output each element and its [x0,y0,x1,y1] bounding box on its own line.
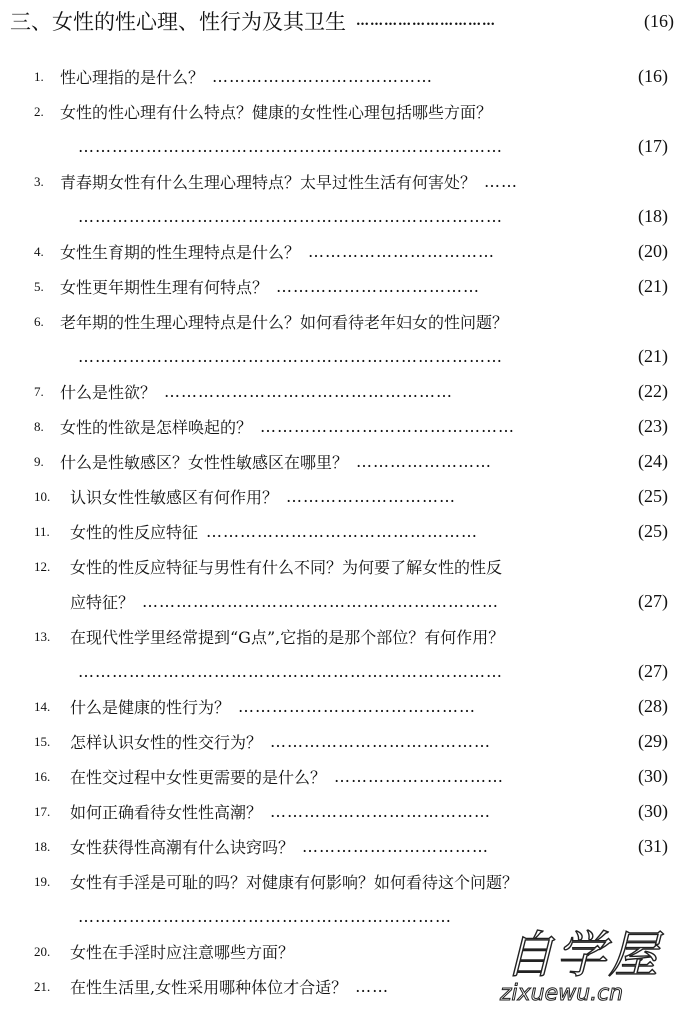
entry-leader: ………………………………… [270,732,492,751]
entry-number: 16. [34,768,51,784]
toc-entry [34,549,668,619]
entry-number: 2. [34,103,44,119]
entry-leader: ………………………………………………………… [78,907,452,926]
section-title: 三、女性的性心理、性行为及其卫生 [10,10,346,34]
entry-leader: ……………………………… [276,277,481,296]
toc-entry [34,514,668,549]
entry-leader: …………………………… [308,242,496,261]
entry-leader: …… [355,977,390,996]
entry-page-number: (27) [638,591,668,611]
entry-title: 什么是性敏感区？女性性敏感区在哪里？ [60,453,349,472]
entry-number: 5. [34,278,44,294]
toc-entry-line [34,759,668,794]
entry-title: 女性更年期性生理有何特点？ [60,278,269,297]
entry-title: 在性交过程中女性更需要的是什么？ [70,768,327,787]
entry-number: 7. [34,383,44,399]
entry-leader: ………………………………… [212,67,434,86]
section-heading [10,6,674,36]
entry-title: 如何正确看待女性性高潮？ [70,803,263,822]
toc-entry-line [34,339,668,374]
toc-entry-line [34,444,668,479]
entry-title: 女性有手淫是可耻的吗？对健康有何影响？如何看待这个问题？ [70,873,519,892]
toc-entry-line [34,409,668,444]
entry-leader: …………………………… [302,837,490,856]
toc-entry-line [34,374,668,409]
entry-leader: ………………………………………………………………… [78,207,503,226]
toc-entry [34,829,668,864]
entry-title: 怎样认识女性的性交行为？ [70,733,263,752]
entry-page-number: (17) [638,136,668,156]
toc-entry [34,59,668,94]
entry-number: 13. [34,628,51,644]
toc-entry-line [34,199,668,234]
entry-page-number: (23) [638,416,668,436]
entry-number: 8. [34,418,44,434]
entry-page-number: (25) [638,521,668,541]
entry-title: 女性的性心理有什么特点？健康的女性性心理包括哪些方面？ [60,103,493,122]
entry-title: 在现代性学里经常提到“G点”,它指的是那个部位？有何作用？ [70,628,505,647]
toc-entry-line [34,234,668,269]
entry-number: 15. [34,733,51,749]
entry-page-number: (24) [638,451,668,471]
toc-entry-line [34,829,668,864]
entry-title: 青春期女性有什么生理心理特点？太早过性生活有何害处？ [60,173,477,192]
toc-entry [34,689,668,724]
toc-entry [34,794,668,829]
entry-title: 女性的性欲是怎样唤起的？ [60,418,253,437]
toc-entry-line [34,129,668,164]
entry-page-number: (28) [638,696,668,716]
entry-leader: …………………………………… [238,697,477,716]
entry-page-number: (16) [638,66,668,86]
toc-entry [34,374,668,409]
toc-entry-line [34,794,668,829]
entry-page-number: (30) [638,801,668,821]
toc-entry-line [34,654,668,689]
entry-leader: ………………………………………………………………… [78,347,503,366]
toc-entry [34,759,668,794]
watermark-url: zixuewu.cn [500,981,624,1006]
entry-leader: ………………………… [286,487,457,506]
entry-number: 1. [34,68,44,84]
toc-entry [34,724,668,759]
entry-leader: ……………………………………………………… [142,592,500,611]
entry-title: 在性生活里,女性采用哪种体位才合适？ [70,978,348,997]
entry-leader: ………………………………………………………………… [78,662,503,681]
entry-number: 12. [34,558,51,574]
entry-number: 6. [34,313,44,329]
toc-entry-line [34,479,668,514]
entry-title: 女性生育期的性生理特点是什么？ [60,243,301,262]
watermark-logo-text: 自学屋 [504,926,660,984]
toc-entry [34,164,668,234]
toc-entry-line [34,689,668,724]
entry-leader: …………………………………………… [164,382,454,401]
entry-page-number: (18) [638,206,668,226]
watermark-logo [492,915,680,1015]
entry-page-number: (21) [638,276,668,296]
toc-entry [34,269,668,304]
toc-entry [34,479,668,514]
entry-number: 11. [34,523,50,539]
entry-page-number: (27) [638,661,668,681]
entry-number: 20. [34,943,51,959]
toc-entry-line [34,619,668,654]
entry-page-number: (21) [638,346,668,366]
entry-page-number: (22) [638,381,668,401]
toc-entry-line [34,59,668,94]
entry-page-number: (20) [638,241,668,261]
entry-page-number: (29) [638,731,668,751]
entry-leader: ………………………………………… [206,522,479,541]
toc-entry-line [34,514,668,549]
entry-title: 性心理指的是什么？ [60,68,205,87]
toc-entry [34,94,668,164]
toc-entry-line [34,549,668,584]
toc-entry [34,304,668,374]
toc-entry [34,409,668,444]
entry-title: 什么是健康的性行为？ [70,698,231,717]
entry-title: 认识女性性敏感区有何作用？ [70,488,279,507]
toc-entry-line [34,864,668,899]
entry-number: 17. [34,803,51,819]
entry-title: 女性的性反应特征 [70,523,199,542]
entry-page-number: (25) [638,486,668,506]
toc-entry [34,619,668,689]
entry-number: 10. [34,488,51,504]
entry-number: 21. [34,978,51,994]
entry-leader: ………………………………………………………………… [78,137,503,156]
entry-leader: ………………………………… [270,802,492,821]
entry-leader: …………………… [356,452,493,471]
toc-entry-line [34,584,668,619]
toc-entry [34,444,668,479]
entry-title: 女性获得性高潮有什么诀窍吗？ [70,838,295,857]
toc-entry [34,234,668,269]
entry-title: 什么是性欲？ [60,383,157,402]
toc-entry-line [34,304,668,339]
entry-title: 应特征？ [70,593,135,612]
entry-number: 4. [34,243,44,259]
entry-page-number: (30) [638,766,668,786]
toc-entries [34,59,668,1004]
entry-leader: ………………………… [334,767,505,786]
toc-entry-line [34,724,668,759]
toc-entry-line [34,94,668,129]
entry-page-number: (31) [638,836,668,856]
toc-entry-line [34,269,668,304]
entry-leader: …… [484,172,519,191]
entry-number: 18. [34,838,51,854]
entry-title: 女性的性反应特征与男性有什么不同？为何要了解女性的性反 [70,558,503,577]
entry-leader: ……………………………………… [260,417,516,436]
entry-number: 3. [34,173,44,189]
section-leader: ………………………… [356,13,496,29]
entry-number: 9. [34,453,44,469]
section-page-number: (16) [644,10,674,31]
entry-number: 14. [34,698,51,714]
entry-title: 女性在手淫时应注意哪些方面？ [70,943,295,962]
entry-number: 19. [34,873,51,889]
toc-entry-line [34,164,668,199]
entry-title: 老年期的性生理心理特点是什么？如何看待老年妇女的性问题？ [60,313,509,332]
